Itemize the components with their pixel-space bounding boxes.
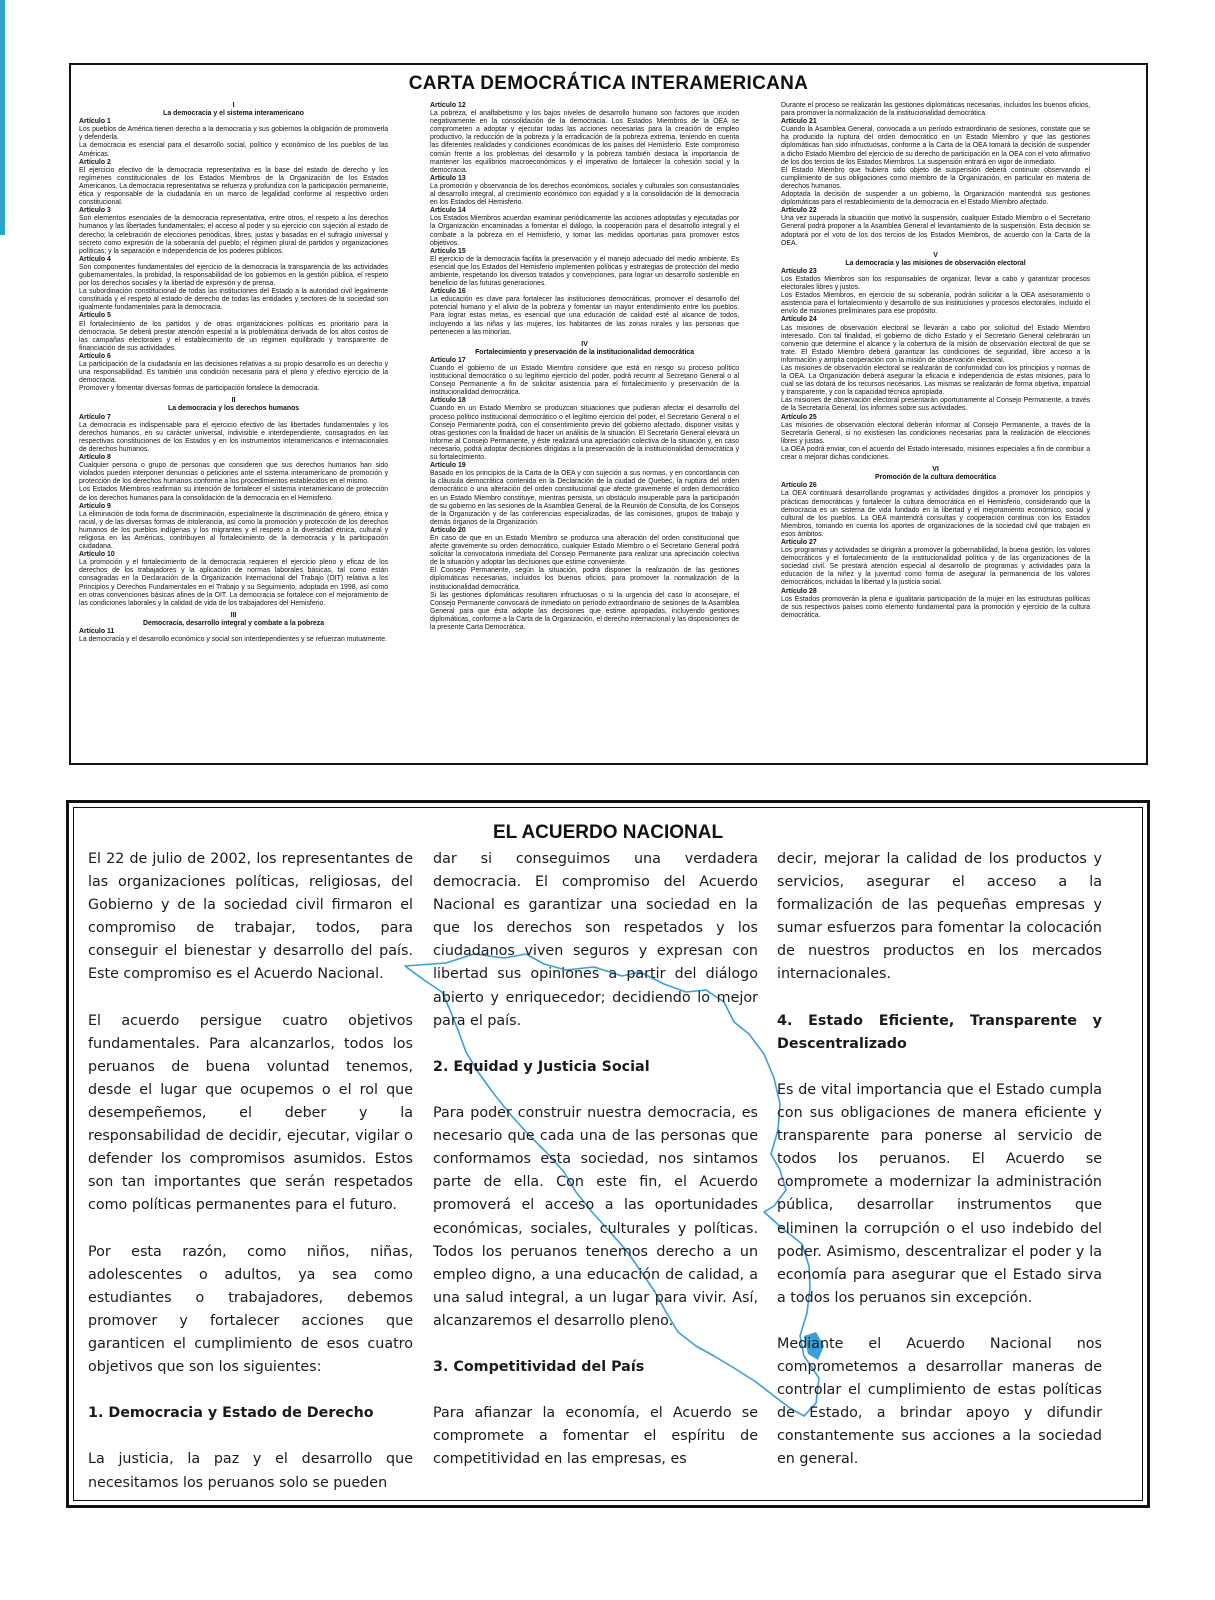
article-heading: Artículo 21 (781, 116, 817, 126)
paragraph: Los Estados Miembros, en ejercicio de su soberanía, podrán solicitar a la OEA asesoramiento o asistencia para el fortalecimiento y desarrollo de sus instituciones y procesos electorales, incluido el envío de misiones preliminares para ese propósito. (781, 290, 1091, 316)
paragraph: decir, mejorar la calidad de los productos y servicios, asegurar el acceso a la formalización de las pequeñas empresas y sumar esfuerzos para fomentar la colocación de nuestros productos en los mercados internacionales. (777, 851, 1102, 983)
paragraph: El acuerdo persigue cuatro objetivos fundamentales. Para alcanzarlos, todos los peruanos de buena voluntad tenemos, desde el lugar que ocupemos o el rol que desempeñemos, el deber y la responsabilidad de decidir, ejecutar, vigilar o defender los compromisos asumidos. Estos son tan importantes que serán respetados como políticas permanentes para el futuro. (88, 1012, 413, 1214)
objective-heading: 4. Estado Eficiente, Transparente y Descentralizado (777, 1012, 1102, 1052)
article-heading: Artículo 7 (79, 411, 111, 421)
objective-heading: 2. Equidad y Justicia Social (433, 1058, 650, 1075)
paragraph: El Estado Miembro que hubiera sido objeto de suspensión deberá continuar observando el cumplimiento de sus obligaciones como miembro de la Organización, en particular en materia de derechos humanos. (781, 164, 1091, 190)
carta-column-2 (430, 101, 739, 631)
paragraph: La promoción y el fortalecimiento de la democracia requieren el ejercicio pleno y eficaz de los derechos de los trabajadores y la aplicación de normas laborales básicas, tal como están consagradas en la Declaración de la Organización Internacional del Trabajo (OIT) relativa a los Principios y Derechos Fundamentales en el Trabajo y su Seguimiento, adoptada en 1998, así como en otras convenciones básicas afines de la OIT. La democracia se fortalece con el mejoramiento de las condiciones laborales y la calidad de vida de los trabajadores del Hemisferio. (79, 557, 389, 607)
paragraph: La pobreza, el analfabetismo y los bajos niveles de desarrollo humano son factores que inciden negativamente en la consolidación de la democracia. Los Estados Miembros de la OEA se comprometen a adoptar y ejecutar todas las acciones necesarias para la creación de empleo productivo, la reducción de la pobreza y la erradicación de la pobreza extrema, teniendo en cuenta las diferentes realidades y condiciones económicas de los países del Hemisferio. Este compromiso común frente a los problemas del desarrollo y la pobreza también destaca la importancia de mantener los equilibrios macroeconómicos y el imperativo de fortalecer la cohesión social y la democracia. (430, 108, 740, 174)
paragraph: Los programas y actividades se dirigirán a promover la gobernabilidad, la buena gestión, los valores democráticos y el fortalecimiento de la institucionalidad política y de las organizaciones de la sociedad civil. Se prestará atención especial al desarrollo de programas y actividades para la educación de la niñez y la juventud como forma de asegurar la permanencia de los valores democráticos, incluidas la libertad y la justicia social. (781, 545, 1091, 587)
article-heading: Artículo 20 (430, 524, 466, 534)
article-heading: Artículo 12 (430, 100, 466, 109)
paragraph: El 22 de julio de 2002, los representantes de las organizaciones políticas, religiosas, del Gobierno y de la sociedad civil firmaron el compromiso de trabajar, todos, para conseguir el bienestar y desarrollo del país. Este compromiso es el Acuerdo Nacional. (88, 851, 413, 983)
section-heading: La democracia y el sistema interamericano (163, 108, 304, 118)
section-heading: V (933, 249, 938, 259)
paragraph: Cuando el gobierno de un Estado Miembro considere que está en riesgo su proceso político institucional democrático o su legítimo ejercicio del poder, podrá recurrir al Secretario General o al Consejo Permanente a fin de solicitar asistencia para el fortalecimiento y preservación de la institucionalidad democrática. (430, 363, 740, 397)
paragraph: La justicia, la paz y el desarrollo que necesitamos los peruanos solo se pueden (88, 1451, 413, 1491)
paragraph: Para poder construir nuestra democracia, es necesario que cada una de las personas que conformamos esta sociedad, nos sintamos parte de ella. Con este fin, el Acuerdo promoverá el acceso a las oportunidades económicas, sociales, culturales y políticas. Todos los peruanos tenemos derecho a un empleo digno, a una educación de calidad, a una salud integral, a un lugar para vivir. Así, alcanzaremos el desarrollo pleno. (433, 1105, 758, 1329)
article-heading: Artículo 22 (781, 205, 817, 215)
paragraph: La eliminación de toda forma de discriminación, especialmente la discriminación de género, étnica y racial, y de las diversas formas de intolerancia, así como la promoción y protección de los derechos humanos de los pueblos indígenas y los migrantes y el respeto a la diversidad étnica, cultural y religiosa en las Américas, contribuyen al fortalecimiento de la democracia y la participación ciudadana. (79, 508, 389, 551)
section-heading: I (232, 100, 235, 109)
carta-democratica-box (69, 63, 1148, 765)
paragraph: Son elementos esenciales de la democracia representativa, entre otros, el respeto a los derechos humanos y las libertades fundamentales; el acceso al poder y su ejercicio con sujeción al estado de derecho; la celebración de elecciones periódicas, libres, justas y basadas en el sufragio universal y secreto como expresión de la soberanía del pueblo; el régimen plural de partidos y organizaciones políticas; y la separación e independencia de los poderes públicos. (79, 213, 389, 255)
paragraph: Las misiones de observación electoral se realizarán de conformidad con los principios y normas de la OEA. La Organización deberá asegurar la eficacia e independencia de estas misiones, para lo cual se las dotará de los recursos necesarios. Las mismas se realizarán de forma objetiva, imparcial y transparente, y con la capacidad técnica apropiada. (781, 363, 1091, 397)
article-heading: Artículo 11 (79, 626, 115, 635)
article-heading: Artículo 2 (79, 156, 111, 166)
paragraph: El fortalecimiento de los partidos y de otras organizaciones políticas es prioritario para la democracia. Se deberá prestar atención especial a la problemática derivada de los altos costos de las campañas electorales y el establecimiento de un régimen equilibrado y transparente de financiación de sus actividades. (79, 318, 389, 352)
paragraph: Promover y fomentar diversas formas de participación fortalece la democracia. (79, 383, 320, 393)
paragraph: En caso de que en un Estado Miembro se produzca una alteración del orden constitucional que afecte gravemente su orden democrático, cualquier Estado Miembro o el Secretario General podrá solicitar la convocatoria inmediata del Consejo Permanente para realizar una apreciación colectiva de la situación y adoptar las decisiones que estime conveniente. (430, 532, 740, 567)
paragraph: Si las gestiones diplomáticas resultaren infructuosas o si la urgencia del caso lo aconsejare, el Consejo Permanente convocará de inmediato un período extraordinario de sesiones de la Asamblea General para que ésta adopte las decisiones que estime apropiadas, incluyendo gestiones diplomáticas, conforme a la Carta de la Organización, el derecho internacional y las disposiciones de la presente Carta Democrática. (430, 589, 740, 631)
paragraph: Basado en los principios de la Carta de la OEA y con sujeción a sus normas, y en concordancia con la cláusula democrática contenida en la Declaración de la ciudad de Quebec, la ruptura del orden democrático o una alteración del orden constitucional que afecte gravemente el orden democrático en un Estado Miembro constituye, mientras persista, un obstáculo insuperable para la participación de su gobierno en las sesiones de la Asamblea General, de la Reunión de Consulta, de los Consejos de la Organización y de las conferencias especializadas, de las comisiones, grupos de trabajo y demás órganos de la Organización. (430, 468, 740, 526)
paragraph: Por esta razón, como niños, niñas, adolescentes o adultos, ya sea como estudiantes o trabajadores, debemos promover y fortalecer acciones que garanticen el cumplimiento de esos cuatro objetivos que son los siguientes: (88, 1243, 413, 1376)
paragraph: Cuando la Asamblea General, convocada a un período extraordinario de sesiones, constate que se ha producido la ruptura del orden democrático en un Estado Miembro y que las gestiones diplomáticas han sido infructuosas, conforme a la Carta de la OEA tomará la decisión de suspender a dicho Estado Miembro del ejercicio de su derecho de participación en la OEA con el voto afirmativo de los dos tercios de los Estados Miembros. La suspensión entrará en vigor de inmediato. (781, 124, 1091, 166)
section-heading: Democracia, desarrollo integral y combate a la pobreza (143, 617, 325, 627)
article-heading: Artículo 3 (79, 205, 111, 215)
article-heading: Artículo 1 (79, 116, 111, 126)
page-edge-bar (0, 0, 5, 235)
article-heading: Artículo 5 (79, 310, 111, 320)
objective-heading: 3. Competitividad del País (433, 1359, 645, 1376)
section-heading: II (231, 395, 236, 405)
paragraph: La participación de la ciudadanía en las decisiones relativas a su propio desarrollo es un derecho y una responsabilidad. Es también una condición necesaria para el pleno y efectivo ejercicio de la democracia. (79, 359, 389, 385)
paragraph: El Consejo Permanente, según la situación, podrá disponer la realización de las gestiones diplomáticas necesarias, incluidos los buenos oficios, para promover la normalización de la institucionalidad democrática. (430, 565, 740, 591)
section-heading: IV (581, 338, 588, 348)
article-heading: Artículo 23 (781, 265, 817, 275)
acuerdo-inner-border (73, 807, 1143, 1501)
article-heading: Artículo 13 (430, 172, 466, 182)
paragraph: La democracia es indispensable para el ejercicio efectivo de las libertades fundamentales y los derechos humanos, en su carácter universal, indivisible e interdependiente, consagrados en las respectivas constituciones de los Estados y en los instrumentos interamericanos e internacionales de derechos humanos. (79, 419, 389, 453)
section-heading: Fortalecimiento y preservación de la institucionalidad democrática (475, 346, 695, 356)
carta-title: CARTA DEMOCRÁTICA INTERAMERICANA (408, 73, 809, 94)
article-heading: Artículo 10 (79, 549, 115, 559)
paragraph: La democracia es esencial para el desarrollo social, político y económico de los pueblos de las Américas. (79, 140, 389, 158)
article-heading: Artículo 17 (430, 354, 466, 364)
section-heading: Promoción de la cultura democrática (874, 472, 997, 482)
paragraph: La promoción y observancia de los derechos económicos, sociales y culturales son consustanciales al desarrollo integral, al crecimiento económico con equidad y a la consolidación de la democracia en los Estados del Hemisferio. (430, 180, 740, 207)
paragraph: Los Estados promoverán la plena e igualitaria participación de la mujer en las estructuras políticas de sus respectivos países como elemento fundamental para la promoción y ejercicio de la cultura democrática. (781, 593, 1091, 619)
paragraph: Adoptada la decisión de suspender a un gobierno, la Organización mantendrá sus gestiones diplomáticas para el restablecimiento de la democracia en el Estado Miembro afectado. (781, 189, 1091, 207)
carta-column-3 (781, 101, 1090, 619)
article-heading: Artículo 19 (430, 460, 466, 470)
acuerdo-title: EL ACUERDO NACIONAL (492, 822, 724, 843)
paragraph: Los Estados Miembros acuerdan examinar periódicamente las acciones adoptadas y ejecutadas por la Organización encaminadas a fomentar el diálogo, la cooperación para el desarrollo integral y el combate a la pobreza en el Hemisferio, y tomar las medidas oportunas para promover estos objetivos. (430, 213, 740, 247)
objective-heading: 1. Democracia y Estado de Derecho (88, 1405, 374, 1422)
paragraph: dar si conseguimos una verdadera democracia. El compromiso del Acuerdo Nacional es garantizar una sociedad en la que los derechos son respetados y los ciudadanos viven seguros y expresan con libertad sus opiniones a partir del diálogo abierto y enriquecedor; decidiendo lo mejor para el país. (433, 851, 758, 1029)
paragraph: Los pueblos de América tienen derecho a la democracia y sus gobiernos la obligación de promoverla y defenderla. (79, 124, 389, 142)
paragraph: Los Estados Miembros son los responsables de organizar, llevar a cabo y garantizar procesos electorales libres y justos. (781, 273, 1091, 292)
paragraph: La democracia y el desarrollo económico y social son interdependientes y se refuerzan mutuamente. (79, 634, 387, 644)
paragraph: Las misiones de observación electoral presentarán oportunamente al Consejo Permanente, a través de la Secretaría General, los informes sobre sus actividades. (781, 395, 1091, 413)
article-heading: Artículo 16 (430, 286, 466, 296)
paragraph: Son componentes fundamentales del ejercicio de la democracia la transparencia de las actividades gubernamentales, la probidad, la responsabilidad de los gobiernos en la gestión pública, el respeto por los derechos sociales y la libertad de expresión y de prensa. (79, 261, 389, 288)
paragraph: Las misiones de observación electoral se llevarán a cabo por solicitud del Estado Miembro interesado. Con tal finalidad, el gobierno de dicho Estado y el Secretario General celebrarán un convenio que determine el alcance y la cobertura de la misión de observación electoral de que se trate. El Estado Miembro deberá garantizar las condiciones de seguridad, libre acceso a la información y amplia cooperación con la misión de observación electoral. (781, 322, 1091, 364)
article-heading: Artículo 18 (430, 395, 466, 405)
article-heading: Artículo 14 (430, 205, 466, 215)
paragraph: Es de vital importancia que el Estado cumpla con sus obligaciones de manera eficiente y transparente para ponerse al servicio de todos los peruanos. El Acuerdo se compromete a modernizar la administración pública, desarrollar instrumentos que eliminen la corrupción o el uso indebido del poder. Asimismo, descentralizar el poder y la economía para asegurar que el Estado sirva a todos los peruanos sin excepción. (777, 1081, 1102, 1306)
acuerdo-column-3 (777, 848, 1102, 1495)
section-heading: La democracia y los derechos humanos (167, 403, 300, 413)
article-heading: Artículo 24 (781, 314, 817, 324)
article-heading: Artículo 28 (781, 585, 817, 595)
paragraph: Mediante el Acuerdo Nacional nos comprometemos a desarrollar maneras de controlar el cumplimiento de estas políticas de Estado, a brindar apoyo y difundir constantemente sus acciones a la sociedad en general. (777, 1335, 1102, 1468)
acuerdo-column-1 (88, 848, 413, 1518)
paragraph: La educación es clave para fortalecer las instituciones democráticas, promover el desarrollo del potencial humano y el alivio de la pobreza y fomentar un mayor entendimiento entre los pueblos. Para lograr estas metas, es esencial que una educación de calidad esté al alcance de todos, incluyendo a las niñas y las mujeres, los habitantes de las zonas rurales y las personas que pertenecen a las minorías. (430, 294, 740, 336)
paragraph: El ejercicio efectivo de la democracia representativa es la base del estado de derecho y los regímenes constitucionales de los Estados Miembros de la Organización de los Estados Americanos. La democracia representativa se refuerza y profundiza con la participación permanente, ética y responsable de la ciudadanía en un marco de legalidad conforme al respectivo orden constitucional. (79, 164, 389, 207)
carta-column-1 (79, 101, 388, 643)
paragraph: La OEA podrá enviar, con el acuerdo del Estado interesado, misiones especiales a fin de contribuir a crear o mejorar dichas condiciones. (781, 443, 1091, 462)
paragraph: Cualquier persona o grupo de personas que consideren que sus derechos humanos han sido violados pueden interponer denuncias o peticiones ante el sistema interamericano de promoción y protección de los derechos humanos conforme a los procedimientos establecidos en el mismo. (79, 460, 389, 486)
paragraph: La OEA continuará desarrollando programas y actividades dirigidos a promover los principios y prácticas democráticas y fortalecer la cultura democrática en el Hemisferio, considerando que la democracia es un sistema de vida fundado en la libertad y el mejoramiento económico, social y cultural de los pueblos. La OEA mantendrá consultas y cooperación continua con los Estados Miembros, tomando en cuenta los aportes de organizaciones de la sociedad civil que trabajen en esos ámbitos. (781, 488, 1091, 538)
paragraph: Cuando en un Estado Miembro se produzcan situaciones que pudieran afectar el desarrollo del proceso político institucional democrático o el legítimo ejercicio del poder, el Secretario General o el Consejo Permanente podrá, con el consentimiento previo del gobierno afectado, disponer visitas y otras gestiones con la finalidad de hacer un análisis de la situación. El Secretario General elevará un informe al Consejo Permanente, y éste realizará una apreciación colectiva de la situación y, en caso necesario, podrá adoptar decisiones dirigidas a la preservación de la institucionalidad democrática y su fortalecimiento. (430, 403, 740, 462)
paragraph: La subordinación constitucional de todas las instituciones del Estado a la autoridad civil legalmente constituida y el respeto al estado de derecho de todas las entidades y sectores de la sociedad son igualmente fundamentales para la democracia. (79, 286, 389, 312)
article-heading: Artículo 4 (79, 253, 111, 263)
section-heading: La democracia y las misiones de observación electoral (845, 257, 1026, 267)
article-heading: Artículo 8 (79, 452, 111, 462)
acuerdo-nacional-box (66, 800, 1150, 1508)
paragraph: Durante el proceso se realizarán las gestiones diplomáticas necesarias, incluidos los buenos oficios, para promover la normalización de la institucionalidad democrática. (781, 100, 1091, 118)
paragraph: Una vez superada la situación que motivó la suspensión, cualquier Estado Miembro o el Secretario General podrá proponer a la Asamblea General el levantamiento de la suspensión. Esta decisión se adoptará por el voto de los dos tercios de los Estados Miembros, de acuerdo con la Carta de la OEA. (781, 213, 1091, 247)
acuerdo-column-2 (433, 848, 758, 1495)
paragraph: El ejercicio de la democracia facilita la preservación y el manejo adecuado del medio ambiente. Es esencial que los Estados del Hemisferio implementen políticas y estrategias de protección del medio ambiente, respetando los diversos tratados y convenciones, para lograr un desarrollo sostenible en beneficio de las futuras generaciones. (430, 253, 740, 288)
article-heading: Artículo 25 (781, 411, 817, 421)
article-heading: Artículo 6 (79, 350, 111, 360)
paragraph: Las misiones de observación electoral deberán informar al Consejo Permanente, a través de la Secretaría General, si no existiesen las condiciones necesarias para la realización de elecciones libres y justas. (781, 419, 1091, 445)
paragraph: Los Estados Miembros reafirman su intención de fortalecer el sistema interamericano de protección de los derechos humanos para la consolidación de la democracia en el Hemisferio. (79, 484, 389, 502)
article-heading: Artículo 15 (430, 245, 466, 255)
article-heading: Artículo 27 (781, 536, 817, 546)
section-heading: III (230, 609, 237, 619)
article-heading: Artículo 26 (781, 480, 817, 490)
paragraph: Para afianzar la economía, el Acuerdo se compromete a fomentar el espíritu de competitividad en las empresas, es (433, 1405, 758, 1468)
section-heading: VI (932, 464, 939, 474)
article-heading: Artículo 9 (79, 500, 111, 510)
